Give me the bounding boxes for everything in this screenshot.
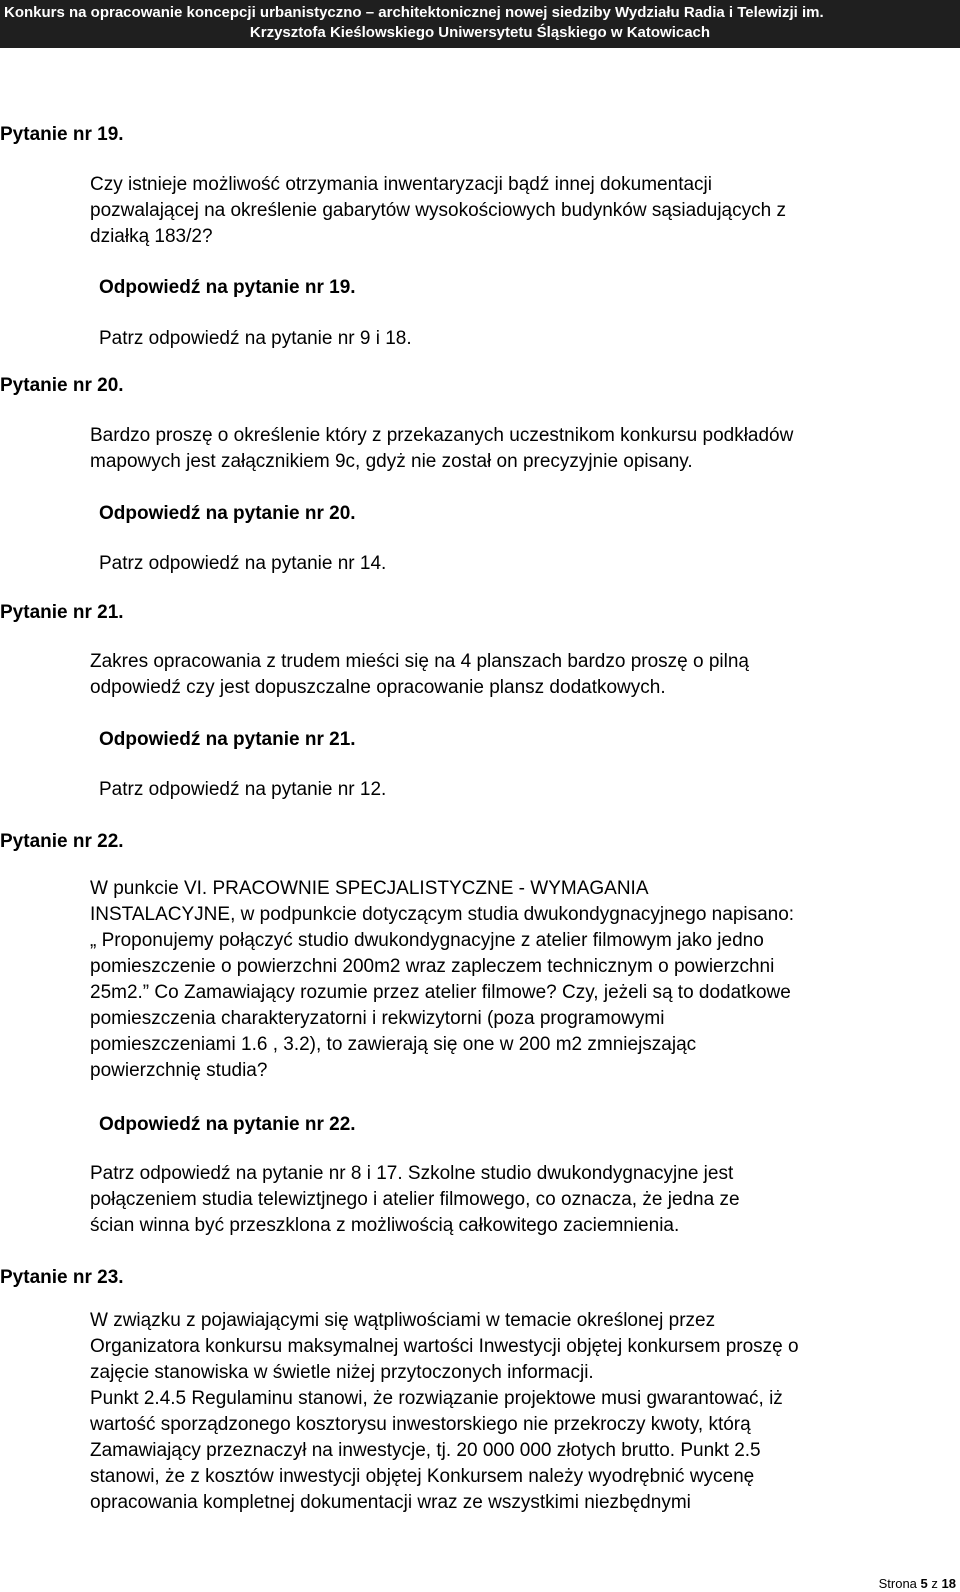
header-line-1: Konkurs na opracowanie koncepcji urbanistyczno – architektonicznej nowej siedziby Wydziału Radia i Telewizji im.: [4, 4, 824, 21]
text-line: wartość sporządzonego kosztorysu inwestorskiego nie przekroczy kwoty, którą: [90, 1414, 751, 1435]
answer-20-text: Patrz odpowiedź na pytanie nr 14.: [99, 553, 387, 574]
answer-21-title: Odpowiedź na pytanie nr 21.: [99, 729, 356, 750]
text-line: W związku z pojawiającymi się wątpliwościami w temacie określonej przez: [90, 1310, 716, 1331]
text-line: powierzchnię studia?: [90, 1060, 268, 1081]
question-19-label: Pytanie nr 19.: [0, 124, 124, 145]
question-21-text: [90, 649, 950, 701]
text-line: 25m2.” Co Zamawiający rozumie przez atelier filmowe? Czy, jeżeli są to dodatkowe: [90, 982, 791, 1003]
text-line: „ Proponujemy połączyć studio dwukondygnacyjne z atelier filmowym jako jedno: [90, 930, 764, 951]
text-line: Zakres opracowania z trudem mieści się na 4 planszach bardzo proszę o pilną: [90, 651, 749, 672]
text-line: Czy istnieje możliwość otrzymania inwentaryzacji bądź innej dokumentacji: [90, 174, 712, 195]
total-pages: 18: [941, 1576, 956, 1591]
text-line: Bardzo proszę o określenie który z przekazanych uczestnikom konkursu podkładów: [90, 425, 794, 446]
text-line: mapowych jest załącznikiem 9c, gdyż nie został on precyzyjnie opisany.: [90, 451, 693, 472]
answer-22-text: [90, 1161, 740, 1239]
answer-20-title: Odpowiedź na pytanie nr 20.: [99, 503, 356, 524]
question-21-label: Pytanie nr 21.: [0, 602, 124, 623]
document-header: [0, 0, 960, 48]
answer-19-title: Odpowiedź na pytanie nr 19.: [99, 277, 356, 298]
text-line: ścian winna być przeszklona z możliwością całkowitego zaciemnienia.: [90, 1215, 680, 1236]
question-19-text: [90, 172, 950, 250]
answer-21-text: Patrz odpowiedź na pytanie nr 12.: [99, 779, 387, 800]
question-22-text: [90, 876, 950, 1084]
question-20-label: Pytanie nr 20.: [0, 375, 124, 396]
text-line: pomieszczenie o powierzchni 200m2 wraz zapleczem technicznym o powierzchni: [90, 956, 775, 977]
text-line: Zamawiający przeznaczył na inwestycje, tj. 20 000 000 złotych brutto. Punkt 2.5: [90, 1440, 761, 1461]
question-20-text: [90, 423, 950, 475]
question-23-label: Pytanie nr 23.: [0, 1267, 124, 1288]
text-line: stanowi, że z kosztów inwestycji objętej Konkursem należy wyodrębnić wycenę: [90, 1466, 755, 1487]
text-line: pomieszczeniami 1.6 , 3.2), to zawierają się one w 200 m2 zmniejszając: [90, 1034, 697, 1055]
text-line: Organizatora konkursu maksymalnej wartości Inwestycji objętej konkursem proszę o: [90, 1336, 799, 1357]
page-number: [879, 1576, 956, 1592]
text-line: pozwalającej na określenie gabarytów wysokościowych budynków sąsiadujących z: [90, 200, 786, 221]
text-line: Punkt 2.4.5 Regulaminu stanowi, że rozwiązanie projektowe musi gwarantować, iż: [90, 1388, 783, 1409]
text-line: połączeniem studia telewiztjnego i atelier filmowego, co oznacza, że jedna ze: [90, 1189, 740, 1210]
text-line: INSTALACYJNE, w podpunkcie dotyczącym studia dwukondygnacyjnego napisano:: [90, 904, 795, 925]
question-22-label: Pytanie nr 22.: [0, 831, 124, 852]
question-23-text: [90, 1308, 950, 1516]
header-line-2: Krzysztofa Kieślowskiego Uniwersytetu Śląskiego w Katowicach: [249, 24, 711, 41]
text-line: opracowania kompletnej dokumentacji wraz ze wszystkimi niezbędnymi: [90, 1492, 691, 1513]
page-of: z: [931, 1576, 938, 1591]
answer-19-text: Patrz odpowiedź na pytanie nr 9 i 18.: [99, 328, 412, 349]
text-line: W punkcie VI. PRACOWNIE SPECJALISTYCZNE - WYMAGANIA: [90, 878, 649, 899]
answer-22-title: Odpowiedź na pytanie nr 22.: [99, 1114, 356, 1135]
page-word: Strona: [878, 1576, 917, 1591]
text-line: zajęcie stanowiska w świetle niżej przytoczonych informacji.: [90, 1362, 594, 1383]
text-line: odpowiedź czy jest dopuszczalne opracowanie plansz dodatkowych.: [90, 677, 666, 698]
current-page: 5: [920, 1576, 928, 1591]
text-line: pomieszczenia charakteryzatorni i rekwizytorni (poza programowymi: [90, 1008, 665, 1029]
text-line: Patrz odpowiedź na pytanie nr 8 i 17. Szkolne studio dwukondygnacyjne jest: [90, 1163, 734, 1184]
text-line: działką 183/2?: [90, 226, 213, 247]
